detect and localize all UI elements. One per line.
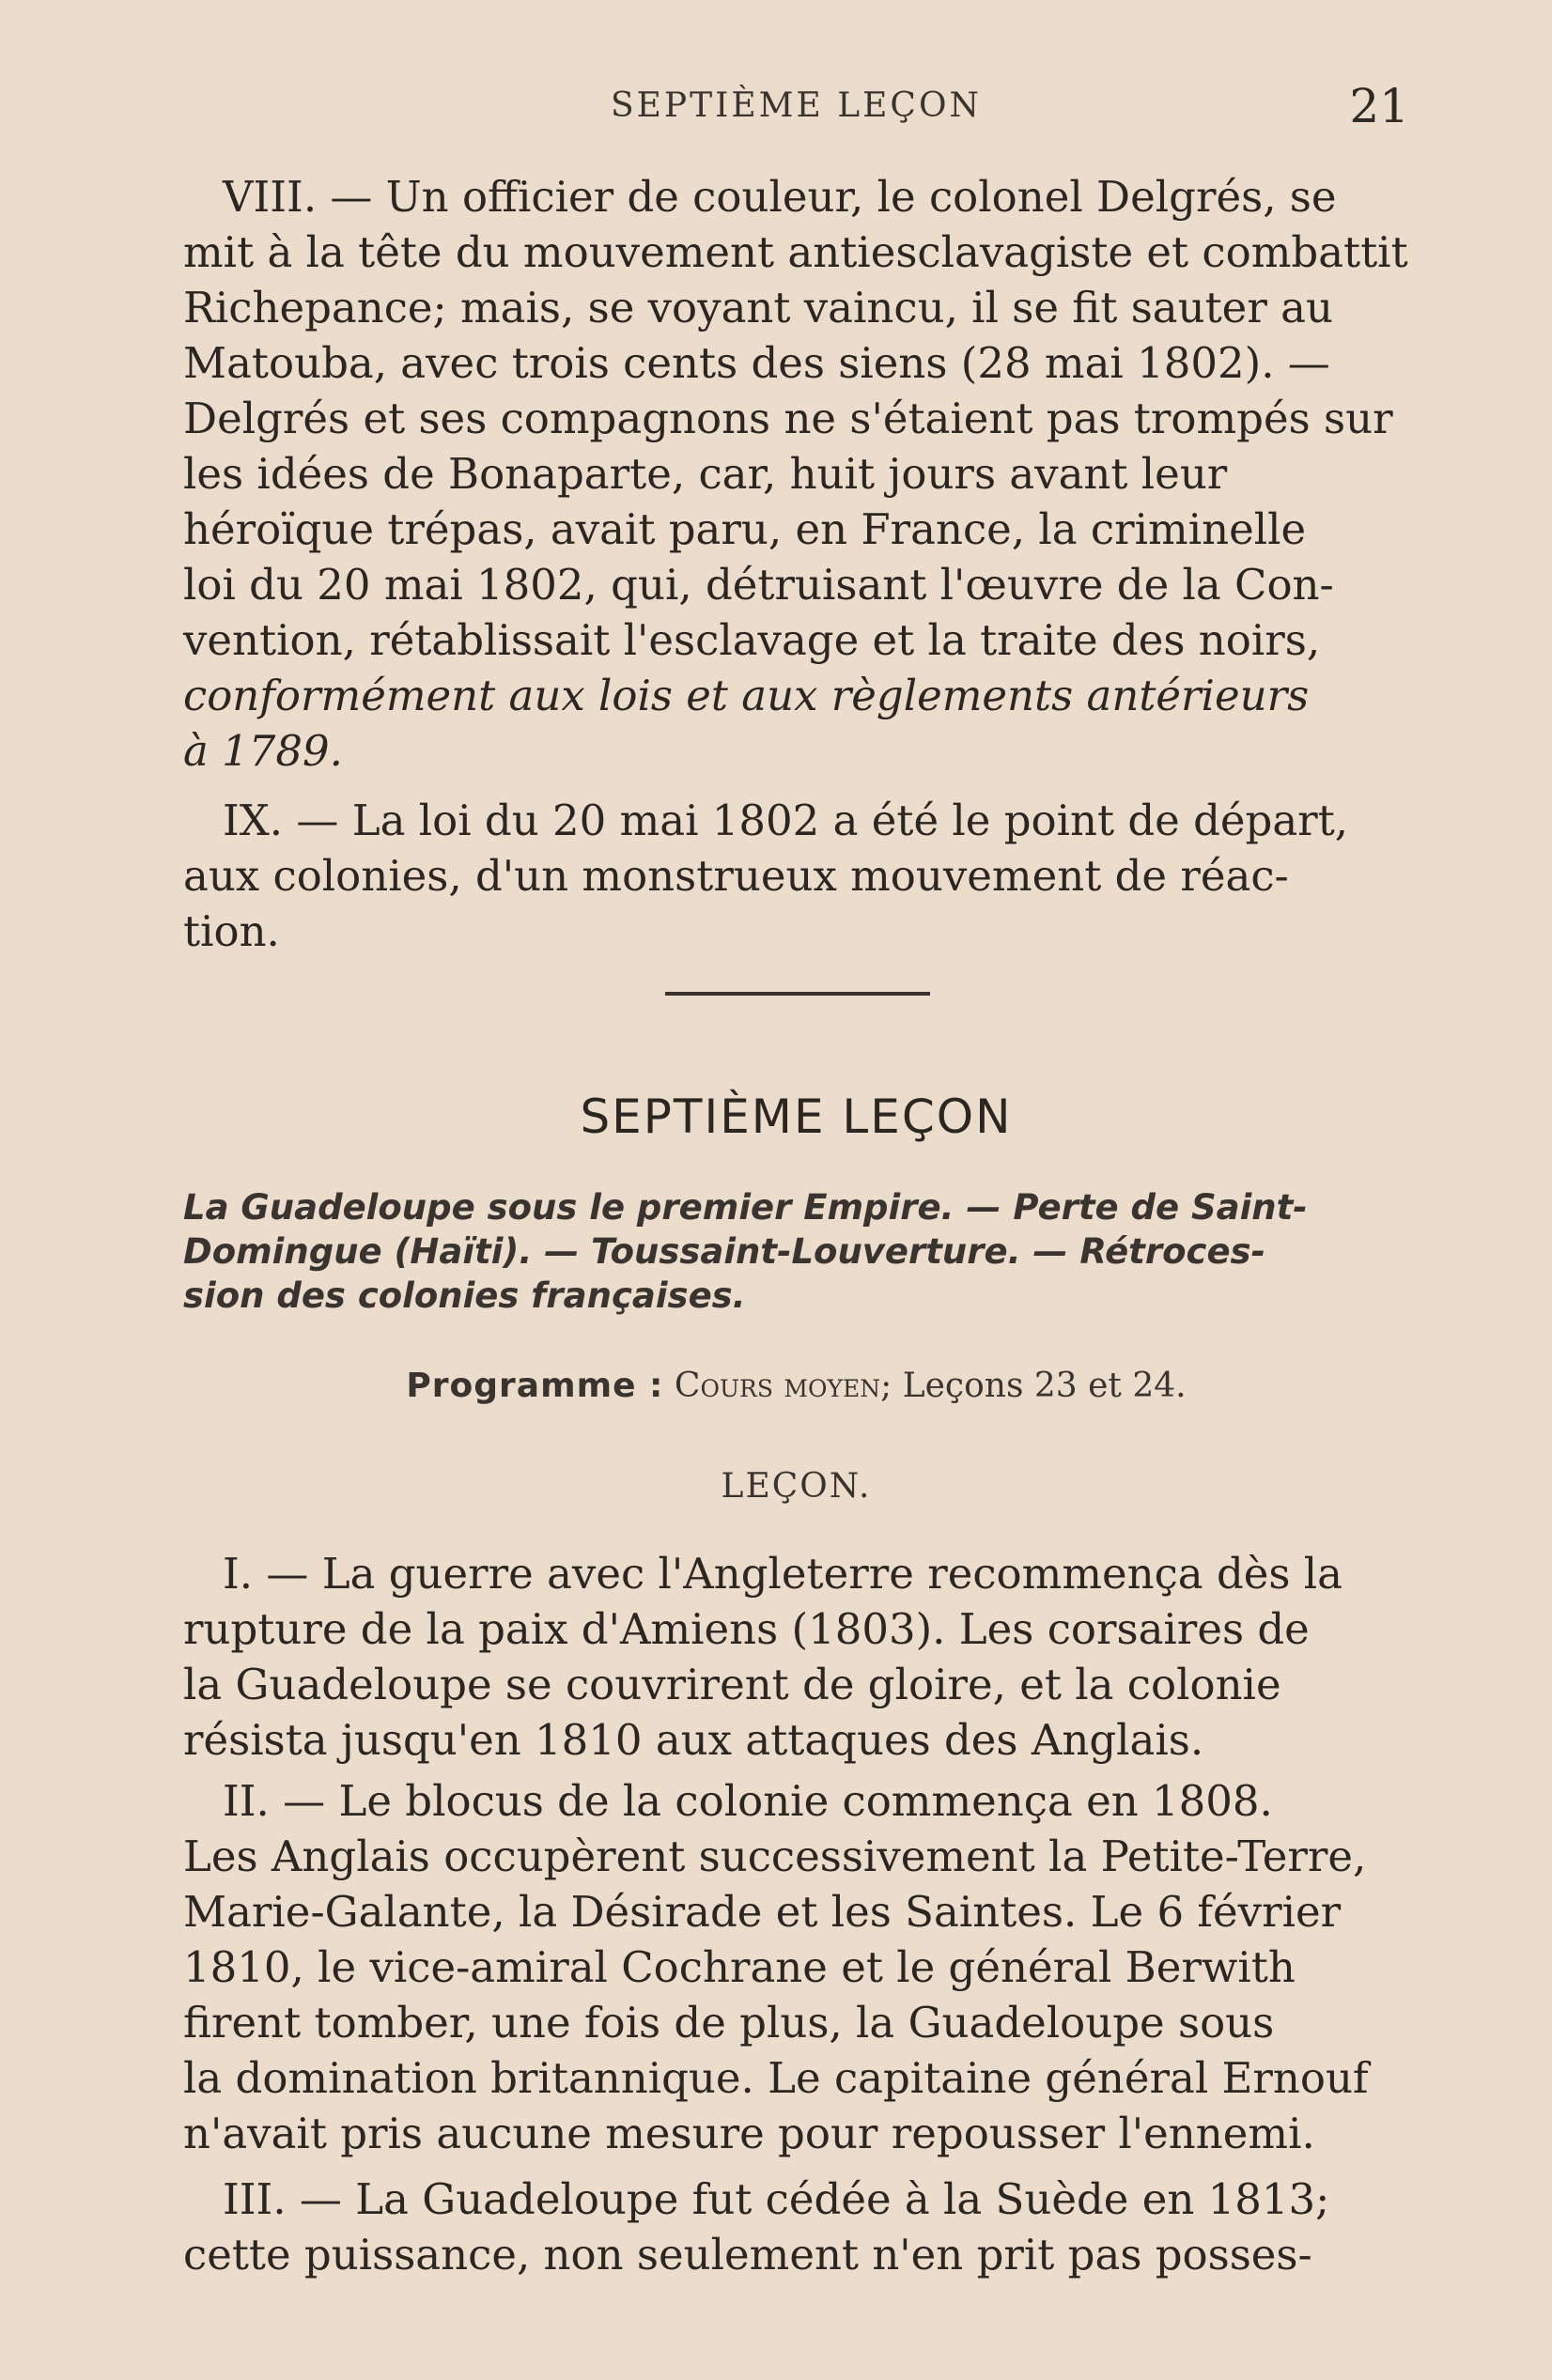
text-line: I. — La guerre avec l'Angleterre recommença dès la — [223, 1549, 1342, 1599]
summary-line: sion des colonies françaises. — [183, 1275, 746, 1316]
paragraph-ix — [183, 793, 1409, 959]
lesson-summary — [183, 1185, 1414, 1318]
paragraph-iii — [183, 2171, 1409, 2282]
paragraph-i-text — [183, 1546, 1409, 1768]
text-line: tion. — [183, 906, 280, 956]
paragraph-viii — [183, 169, 1409, 779]
summary-line: La Guadeloupe sous le premier Empire. — Perte de Saint- — [183, 1187, 1308, 1228]
paragraph-ii-text — [183, 1773, 1409, 2161]
programme-label: Programme : — [406, 1367, 664, 1405]
text-line: firent tomber, une fois de plus, la Guadeloupe sous — [183, 1998, 1275, 2048]
lesson-title: SEPTIÈME LEÇON — [580, 1090, 1013, 1144]
text-line: Marie-Galante, la Désirade et les Saintes. Le 6 février — [183, 1887, 1342, 1937]
programme-line — [183, 1367, 1409, 1405]
text-line: résista jusqu'en 1810 aux attaques des Anglais. — [183, 1715, 1204, 1765]
text-line: la Guadeloupe se couvrirent de gloire, et la colonie — [183, 1660, 1281, 1709]
text-line: II. — Le blocus de la colonie commença en 1808. — [223, 1776, 1273, 1826]
text-line: aux colonies, d'un monstrueux mouvement de réac- — [183, 851, 1289, 901]
italic-line: conformément aux lois et aux règlements antérieurs — [183, 671, 1310, 720]
paragraph-iii-text — [183, 2171, 1409, 2282]
text-line: Les Anglais occupèrent successivement la Petite-Terre, — [183, 1831, 1367, 1881]
text-line: loi du 20 mai 1802, qui, détruisant l'œuvre de la Con- — [183, 560, 1334, 610]
paragraph-i — [183, 1546, 1409, 1768]
summary-line: Domingue (Haïti). — Toussaint-Louverture. — Rétroces- — [183, 1231, 1265, 1272]
programme-course: Cours moyen — [674, 1367, 881, 1405]
text-line: les idées de Bonaparte, car, huit jours avant leur — [183, 449, 1228, 499]
text-line: Richepance; mais, se voyant vaincu, il se fit sauter au — [183, 283, 1333, 332]
lesson-subheading: LEÇON. — [721, 1467, 872, 1506]
italic-line: à 1789. — [183, 726, 343, 776]
section-divider — [665, 992, 930, 996]
programme-rest: ; Leçons 23 et 24. — [880, 1367, 1187, 1405]
text-line: mit à la tête du mouvement antiesclavagiste et combattit — [183, 227, 1408, 277]
text-line: IX. — La loi du 20 mai 1802 a été le point de départ, — [223, 796, 1349, 845]
text-line: cette puissance, non seulement n'en prit pas posses- — [183, 2230, 1312, 2280]
text-line: 1810, le vice-amiral Cochrane et le général Berwith — [183, 1942, 1296, 1992]
text-line: héroïque trépas, avait paru, en France, la criminelle — [183, 504, 1307, 554]
paragraph-viii-text — [183, 169, 1409, 779]
text-line: rupture de la paix d'Amiens (1803). Les corsaires de — [183, 1604, 1310, 1654]
paragraph-ix-text — [183, 793, 1409, 959]
text-line: vention, rétablissait l'esclavage et la traite des noirs, — [183, 615, 1321, 665]
text-line: III. — La Guadeloupe fut cédée à la Suède en 1813; — [223, 2174, 1330, 2224]
text-line: VIII. — Un officier de couleur, le colonel Delgrés, se — [223, 172, 1337, 222]
paragraph-ii — [183, 1773, 1409, 2161]
page-number: 21 — [1349, 79, 1409, 133]
text-line: la domination britannique. Le capitaine général Ernouf — [183, 2053, 1369, 2103]
text-line: Delgrés et ses compagnons ne s'étaient pas trompés sur — [183, 394, 1393, 443]
text-line: Matouba, avec trois cents des siens (28 mai 1802). — — [183, 338, 1330, 388]
page-header — [183, 79, 1409, 133]
text-line: n'avait pris aucune mesure pour repousser l'ennemi. — [183, 2109, 1315, 2158]
running-title: SEPTIÈME LEÇON — [610, 86, 982, 125]
